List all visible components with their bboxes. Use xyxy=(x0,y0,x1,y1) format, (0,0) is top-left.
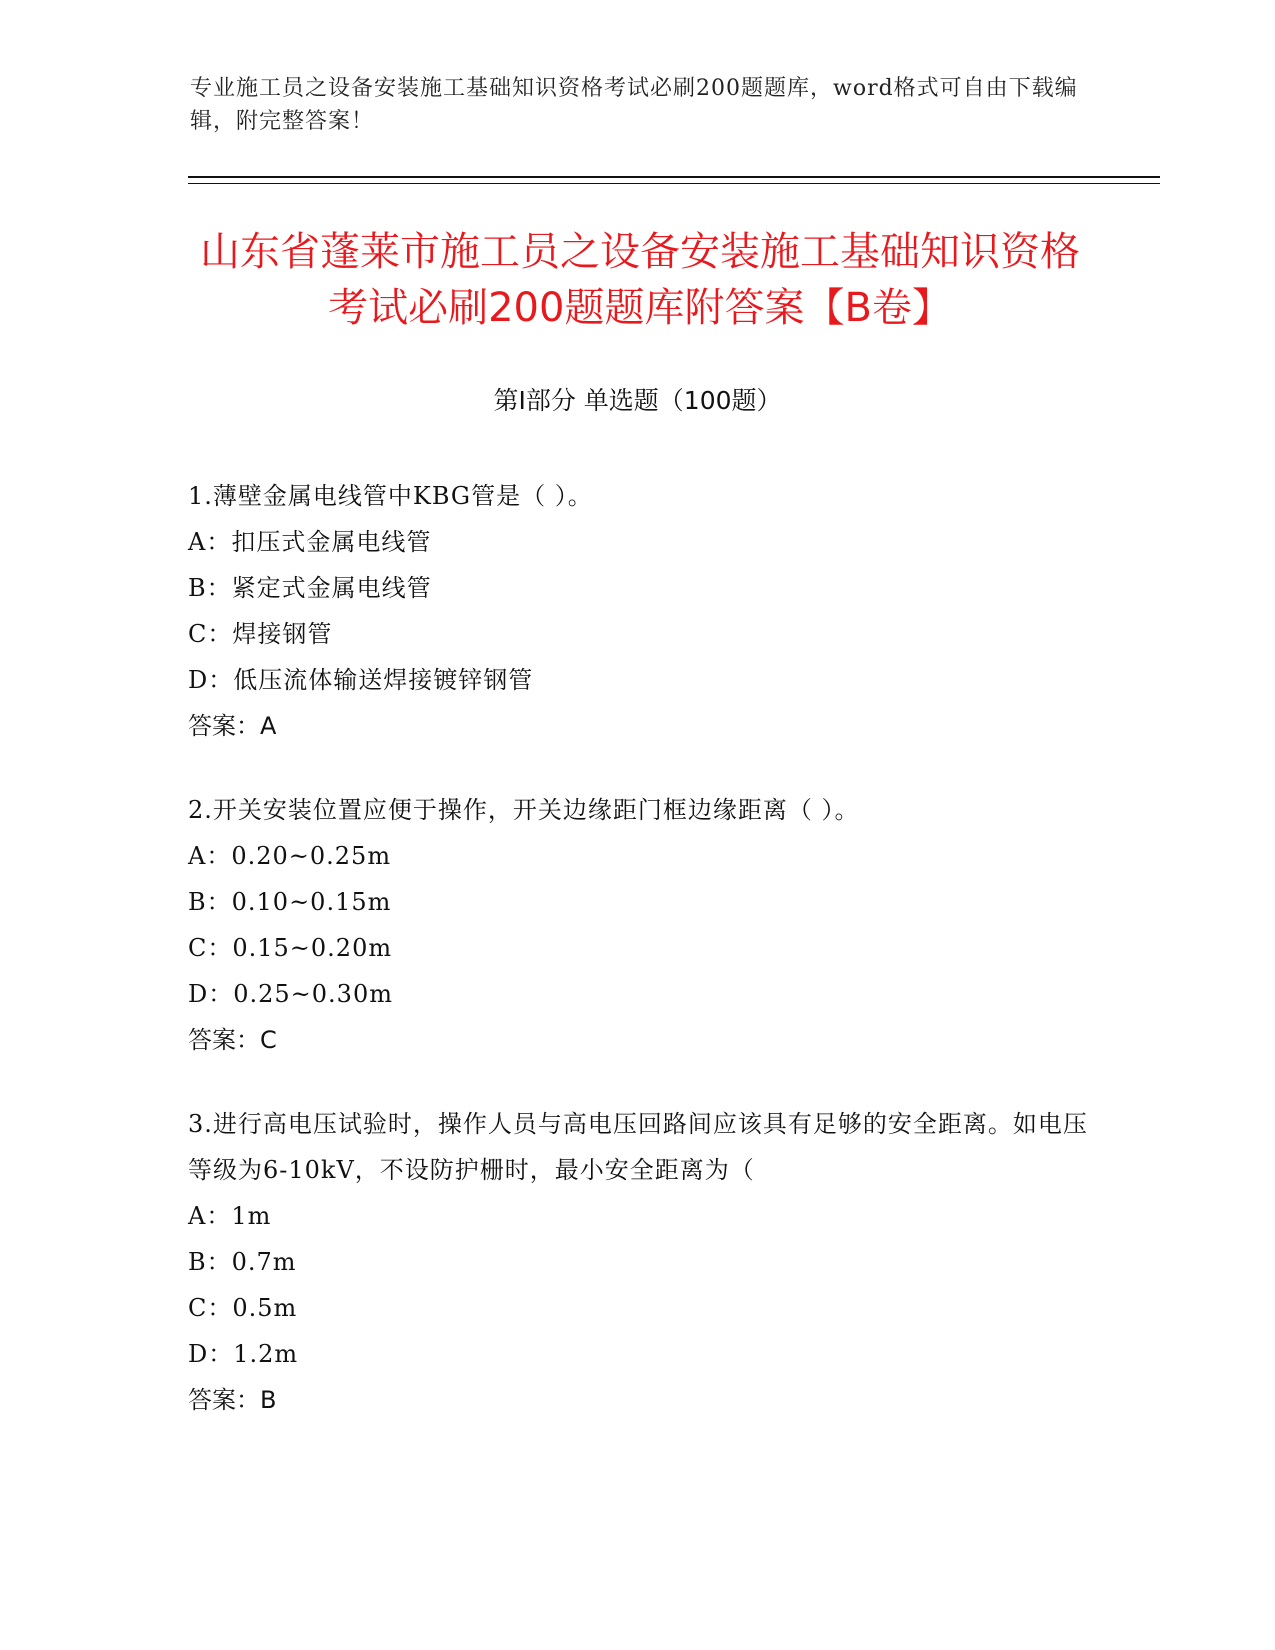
option-c: C：0.15~0.20m xyxy=(188,934,393,962)
question-2 xyxy=(188,787,1088,1063)
question-stem: 1.薄壁金属电线管中KBG管是（ ）。 xyxy=(188,482,593,510)
option-d: D：1.2m xyxy=(188,1340,299,1368)
option-d: D：0.25~0.30m xyxy=(188,980,393,1008)
option-c: C：0.5m xyxy=(188,1294,298,1322)
option-b: B：0.7m xyxy=(188,1248,297,1276)
question-list xyxy=(188,473,1088,1461)
option-b: B：0.10~0.15m xyxy=(188,888,392,916)
header-divider-thin xyxy=(188,183,1160,184)
option-d: D：低压流体输送焊接镀锌钢管 xyxy=(188,666,534,694)
question-stem: 3.进行高电压试验时，操作人员与高电压回路间应该具有足够的安全距离。如电压等级为6-10kV，不设防护栅时，最小安全距离为（ xyxy=(188,1110,1088,1184)
option-a: A：扣压式金属电线管 xyxy=(188,528,432,556)
question-3 xyxy=(188,1101,1088,1423)
answer-line: 答案：B xyxy=(188,1386,277,1414)
header-divider-thick xyxy=(188,176,1160,178)
option-b: B：紧定式金属电线管 xyxy=(188,574,432,602)
option-c: C：焊接钢管 xyxy=(188,620,333,648)
answer-line: 答案：C xyxy=(188,1026,277,1054)
section-heading: 第Ⅰ部分 单选题（100题） xyxy=(493,386,782,415)
answer-line: 答案：A xyxy=(188,712,277,740)
header-note: 专业施工员之设备安装施工基础知识资格考试必刷200题题库，word格式可自由下载编辑，附完整答案！ xyxy=(190,76,1078,134)
question-1 xyxy=(188,473,1088,749)
question-stem: 2.开关安装位置应便于操作，开关边缘距门框边缘距离（ ）。 xyxy=(188,796,860,824)
document-title: 山东省蓬莱市施工员之设备安装施工基础知识资格考试必刷200题题库附答案【B卷】 xyxy=(200,229,1080,331)
option-a: A：1m xyxy=(188,1202,272,1230)
option-a: A：0.20~0.25m xyxy=(188,842,392,870)
